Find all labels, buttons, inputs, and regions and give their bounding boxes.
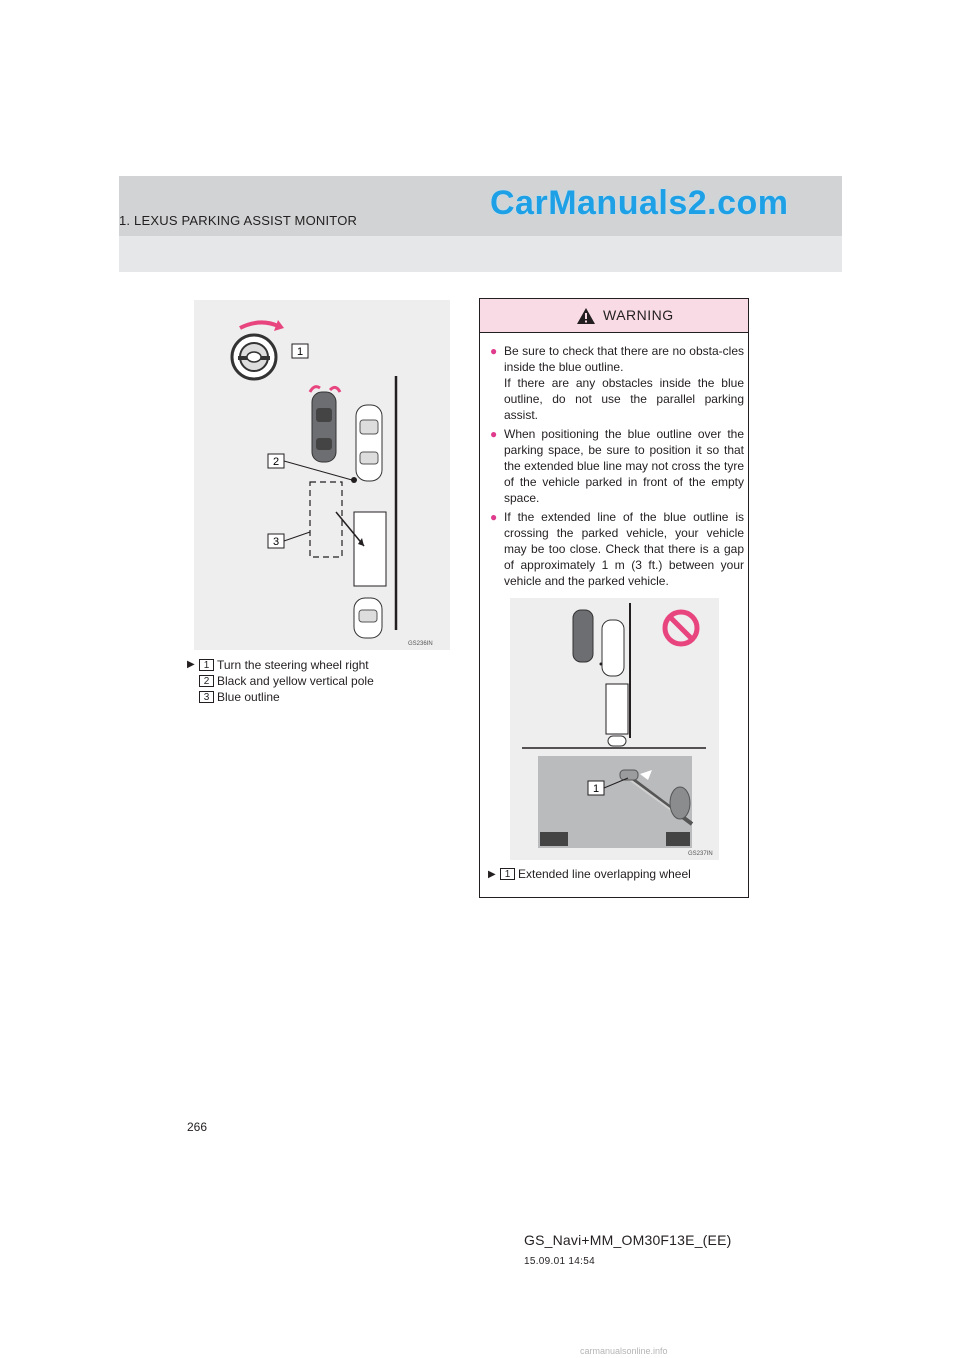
warning-caption — [488, 867, 691, 881]
section-title: 1. LEXUS PARKING ASSIST MONITOR — [119, 213, 358, 228]
callout-2: 2 — [272, 456, 280, 468]
page-number: 266 — [187, 1120, 208, 1134]
own-vehicle-icon — [312, 392, 336, 462]
warning-title: WARNING — [603, 307, 674, 323]
print-timestamp: 15.09.01 14:54 — [524, 1256, 595, 1267]
warning-list — [490, 343, 744, 592]
parked-vehicle-icon — [356, 405, 382, 481]
bullet-icon: ● — [490, 344, 498, 358]
bottom-watermark: carmanualsonline.info — [580, 1346, 668, 1356]
figure1-caption-list — [187, 657, 447, 705]
wheel-overlap-diagram — [510, 598, 719, 860]
warning-triangle-icon — [576, 307, 596, 325]
caption-text: Black and yellow vertical pole — [217, 674, 374, 688]
callout-1: 1 — [592, 783, 600, 795]
caption-number: 1 — [500, 868, 515, 880]
warning-header — [480, 299, 748, 333]
parking-diagram — [194, 300, 450, 650]
caption-row — [187, 657, 447, 673]
wheel-overlap-figure — [510, 598, 719, 860]
warning-box — [479, 298, 749, 898]
figure-code: GS236IN — [408, 641, 433, 647]
brand-watermark: CarManuals2.com — [490, 184, 789, 222]
callout-1: 1 — [296, 346, 304, 358]
caption-text: Turn the steering wheel right — [217, 658, 369, 672]
caption-row — [187, 689, 447, 705]
warning-text: When positioning the blue outline over the parking space, be sure to position it so that the extended blue line may not cross the tyre of the vehicle parked in front of the empty space. — [504, 427, 744, 505]
warning-item — [490, 426, 744, 506]
warning-item — [490, 343, 744, 423]
caption-row — [187, 673, 447, 689]
steering-wheel-icon — [232, 335, 276, 379]
vertical-pole-marker — [351, 477, 357, 483]
caption-number: 3 — [199, 691, 214, 703]
figure-code: GS237IN — [688, 851, 713, 857]
arrow-icon: ▶ — [488, 868, 496, 880]
blue-outline — [310, 482, 342, 557]
warning-text: Be sure to check that there are no obsta-cles inside the blue outline. If there are any obstacles inside the blue outline, do not use the parallel parking assist. — [504, 344, 744, 422]
bullet-icon: ● — [490, 427, 498, 441]
header-subband — [119, 236, 842, 272]
bullet-icon: ● — [490, 510, 498, 524]
warning-text: If the extended line of the blue outline is crossing the parked vehicle, your vehicle may be too close. Check that there is a gap of approximately 1 m (3 ft.) between your vehicle and the parked vehicle. — [504, 510, 744, 588]
parking-diagram-figure — [194, 300, 450, 650]
document-id: GS_Navi+MM_OM30F13E_(EE) — [524, 1232, 732, 1248]
arrow-icon: ▶ — [187, 659, 195, 670]
caption-number: 1 — [199, 659, 214, 671]
turn-arrow-icon — [240, 322, 278, 328]
caption-text: Extended line overlapping wheel — [518, 867, 691, 881]
warning-item — [490, 509, 744, 589]
caption-text: Blue outline — [217, 690, 280, 704]
callout-3: 3 — [272, 536, 280, 548]
prohibited-icon — [665, 612, 697, 644]
caption-number: 2 — [199, 675, 214, 687]
